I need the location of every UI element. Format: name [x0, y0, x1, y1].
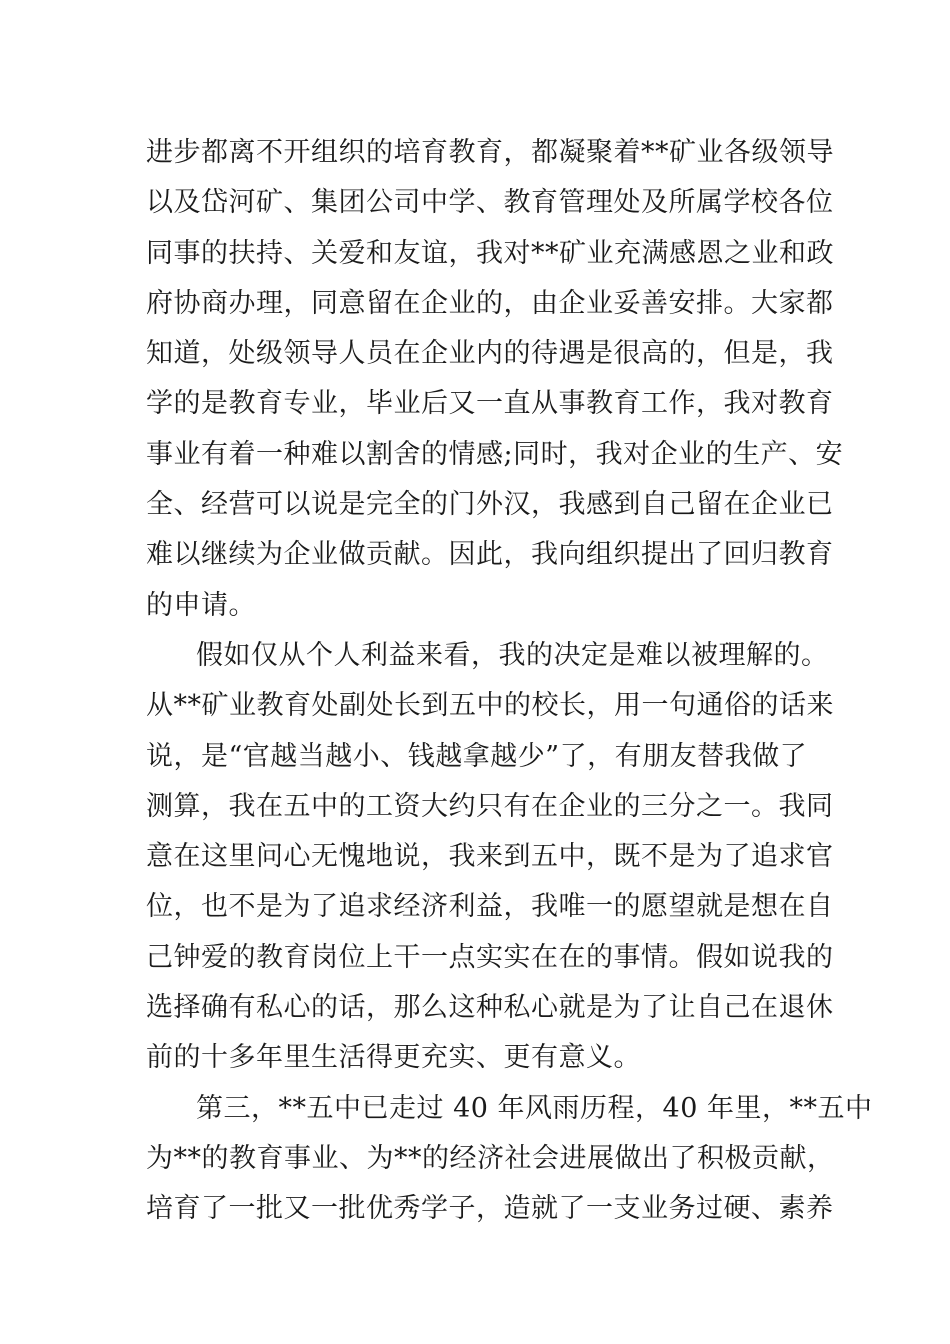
text-line: 前的十多年里生活得更充实、更有意义。 [146, 1042, 641, 1074]
text-line: 全、经营可以说是完全的门外汉，我感到自己留在企业已 [146, 489, 834, 521]
text-line: 府协商办理，同意留在企业的，由企业妥善安排。大家都 [146, 287, 834, 319]
text-line: 位，也不是为了追求经济利益，我唯一的愿望就是想在自 [146, 891, 834, 923]
text-line: 从**矿业教育处副处长到五中的校长，用一句通俗的话来 [146, 690, 834, 722]
text-line: 学的是教育专业，毕业后又一直从事教育工作，我对教育 [146, 388, 834, 420]
text-line: 意在这里问心无愧地说，我来到五中，既不是为了追求官 [146, 841, 834, 873]
text-line: 说，是“官越当越小、钱越拿越少”了，有朋友替我做了 [146, 740, 808, 772]
text-line: 知道，处级领导人员在企业内的待遇是很高的，但是，我 [146, 338, 834, 370]
paragraph-first-line: 假如仅从个人利益来看，我的决定是难以被理解的。 [196, 639, 829, 671]
paragraph-first-line: 第三，**五中已走过 40 年风雨历程，40 年里，**五中 [196, 1092, 873, 1124]
text-line: 己钟爱的教育岗位上干一点实实在在的事情。假如说我的 [146, 941, 834, 973]
text-line: 测算，我在五中的工资大约只有在企业的三分之一。我同 [146, 790, 834, 822]
text-line: 难以继续为企业做贡献。因此，我向组织提出了回归教育 [146, 539, 834, 571]
text-line: 同事的扶持、关爱和友谊，我对**矿业充满感恩之业和政 [146, 237, 834, 269]
text-line: 以及岱河矿、集团公司中学、教育管理处及所属学校各位 [146, 187, 834, 219]
document-body [146, 128, 873, 1235]
text-line: 为**的教育事业、为**的经济社会进展做出了积极贡献， [146, 1142, 835, 1174]
text-line: 事业有着一种难以割舍的情感;同时，我对企业的生产、安 [146, 438, 844, 470]
text-line: 进步都离不开组织的培育教育，都凝聚着**矿业各级领导 [146, 137, 834, 168]
text-line: 选择确有私心的话，那么这种私心就是为了让自己在退休 [146, 992, 834, 1024]
text-line: 的申请。 [146, 589, 256, 621]
text-line: 培育了一批又一批优秀学子，造就了一支业务过硬、素养 [146, 1193, 834, 1225]
